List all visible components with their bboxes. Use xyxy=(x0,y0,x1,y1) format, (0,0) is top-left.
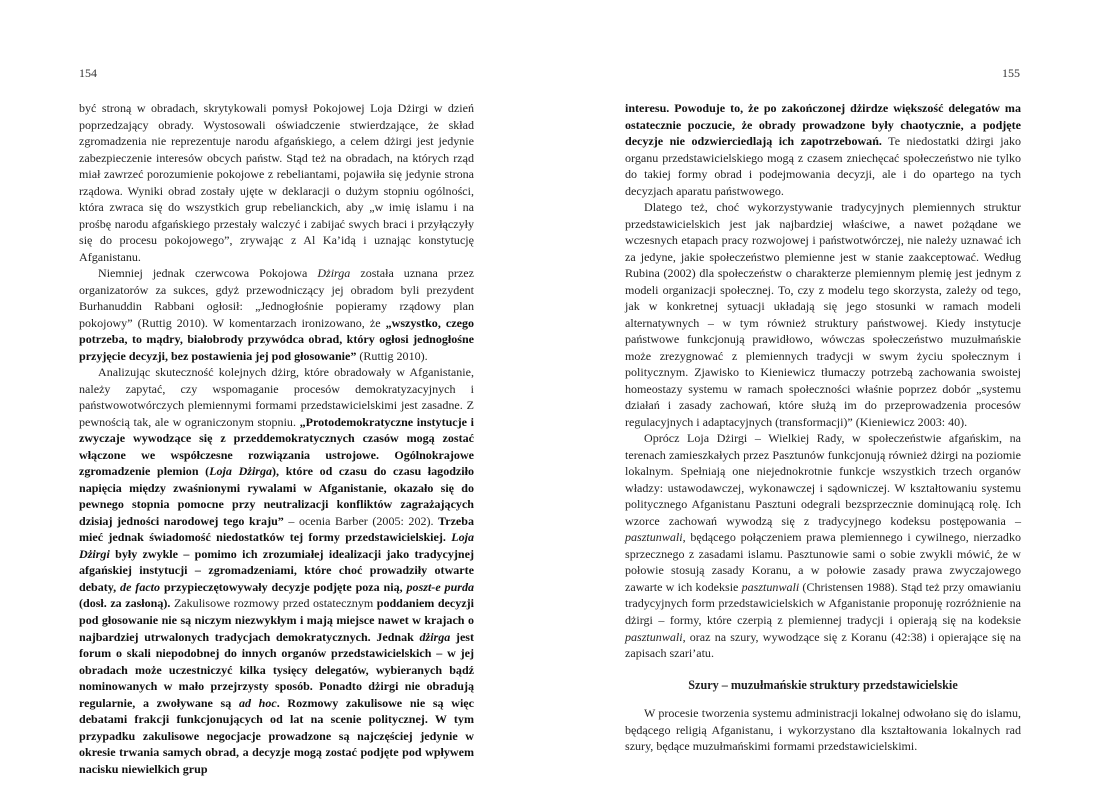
emphasized-run: . Rozmowy zakulisowe nie są więc debatami frakcji funkcjonujących od lat na scenie politycznej. W tym przypadku zakulisowe negocjacje prowadzone są najczęściej jedynie w okresie trwania samych obrad, a decyzje mogą zostać podjęte pod wpływem nacisku niewielkich grup xyxy=(79,695,474,776)
text-run: została uznana przez organizatorów za sukces, gdyż przewodniczący jej obradom byli prezydent Burhanuddin Rabbani ogłosił: „Jednogłośnie popieramy rządowy plan pokojowy” (Ruttig 2010). W komentarzach ironizowano, że xyxy=(79,266,474,330)
text-run: , oraz na szury, wywodzące się z Koranu (42:38) i opierające się na zapisach szari’atu. xyxy=(625,629,1021,661)
text-run: (Ruttig 2010). xyxy=(356,348,428,363)
page-number-left: 154 xyxy=(79,66,97,80)
text-run: – ocenia Barber (2005: 202). xyxy=(283,513,439,528)
left-page-column xyxy=(79,100,474,777)
emphasized-run: „Protodemokratyczne instytucje i zwyczaje wywodzące się z przeddemokratycznych czasów mogą zostać włączone we współczesne rozwiązania ustrojowe. Ogólnokrajowe zgromadzenie plemion ( xyxy=(79,414,474,479)
right-page-column xyxy=(625,100,1021,755)
emphasized-run: Trzeba mieć jednak świadomość niedostatków tej formy przedstawicielskiej. xyxy=(79,513,474,545)
text-run: W procesie tworzenia systemu administracji lokalnej odwołano się do islamu, będącego religią Afganistanu, i wykorzystano dla kształtowania lokalnych rad szury, będące muzułmańskimi formami przedstawicielskimi. xyxy=(625,706,1021,754)
emphasized-run: jest forum o skali niepodobnej do innych organów przedstawicielskich – w jej obradach może uczestniczyć kilka tysięcy delegatów, wybieranych bądź nominowanych w mało przejrzysty sposób. Ponadto dżirgi nie obradują regularnie, a zwoływane są xyxy=(79,629,474,710)
emphasized-italic-run: de facto xyxy=(120,579,161,594)
italic-run: pasztunwali xyxy=(625,629,683,644)
emphasized-run: przypieczętowywały decyzje podjęte poza nią, xyxy=(160,579,407,594)
right-paragraph-2 xyxy=(625,199,1021,430)
text-run: , będącego połączeniem prawa plemiennego i cywilnego, nierzadko sprzecznego z zasadami islamu. Pasztunowie sami o sobie zwykli mówić, że w połowie stosują zasady Koranu, a w połowie zasady prawa zwyczajowego zawarte w ich kodeksie xyxy=(625,530,1021,594)
text-run: (Christensen 1988). Stąd też przy omawianiu tradycyjnych form przedstawicielskich w Afganistanie proponuję rozróżnienie na dżirgi – formy, które czerpią z plemiennej tradycji i opierają się na kodeksie xyxy=(625,579,1021,627)
emphasized-quote: „wszystko, czego potrzeba, to mądry, białobrody przywódca obrad, który ogłosi jednogłośne przyjęcie decyzji, bez postawienia jej pod głosowanie” xyxy=(79,315,474,363)
left-paragraph-3 xyxy=(79,364,474,777)
italic-run: pasztunwali xyxy=(741,579,800,594)
emphasized-italic-run: poszt-e purda xyxy=(406,579,475,594)
emphasized-run: ), które od czasu do czasu łagodziło napięcia między zwaśnionymi rywalami w Afganistanie, okazało się do pewnego stopnia pomocne przy neutralizacji konfliktów zagrażających dzisiaj jedności narodowej tego kraju” xyxy=(79,464,474,528)
text-run: Zakulisowe rozmowy przed ostatecznym xyxy=(173,596,377,611)
emphasized-italic-run: ad hoc xyxy=(238,695,277,710)
right-paragraph-1 xyxy=(625,100,1021,199)
text-run: Oprócz Loja Dżirgi – Wielkiej Rady, w społeczeństwie afgańskim, na terenach zamieszkałych przez Pasztunów funkcjonują również dżirgi na poziomie lokalnym. Spełniają one niejednokrotnie funkcje wszystkich trzech organów władzy: ustawodawczej, wykonawczej i sądowniczej. W kształtowaniu systemu politycznego Afganistanu Pasztuni odegrali bezsprzecznie dominującą rolę. Ich wzorce zachowań wywodzą się z tradycyjnego kodeksu postępowania – xyxy=(625,431,1021,528)
emphasized-run: interesu. Powoduje to, że po zakończonej dżirdze większość delegatów ma ostatecznie poczucie, że obrady prowadzone były chaotycznie, a podjęte decyzje nie odzwierciedlają ich zapotrzebowań. xyxy=(625,101,1021,149)
emphasized-run: poddaniem decyzji pod głosowanie nie są niczym niezwykłym i mają miejsce nawet w krajach o najbardziej utrwalonych tradycjach demokratycznych. Jednak xyxy=(79,596,474,644)
emphasized-run: (dosł. za zasłoną). xyxy=(79,596,174,611)
emphasized-italic-run: Loja Dżirgi xyxy=(79,530,474,561)
text-run: Te niedostatki dżirgi jako organu przedstawicielskiego mogą z czasem zniechęcać społeczeństwo nie tylko do takiej formy obrad i podejmowania decyzji, ale i do opartego na tych decyzjach aparatu państwowego. xyxy=(625,134,1021,198)
right-paragraph-3 xyxy=(625,430,1021,661)
text-run: Dlatego też, choć wykorzystywanie tradycyjnych plemiennych struktur przedstawicielskich jest jak najbardziej właściwe, a nawet pożądane we wczesnych etapach pracy rozwojowej i państwotwórczej, nie należy uznawać ich za jedyne, jakie społeczeństwo plemienne jest w stanie zaakceptować. Według Rubina (2002) dla społeczeństw o charakterze plemiennym plemię jest jednym z modeli organizacji społecznej. To, czy z modelu tego skorzysta, zależy od tego, jak w konkretnej sytuacji układają się jego stosunki w ramach modeli alternatywnych – w tym również struktury państwowej. Kiedy instytucje państwowe funkcjonują prawidłowo, wówczas społeczeństwo muzułmańskie może zrezygnować z plemiennych tradycji w swym życiu społecznym i politycznym. Zjawisko to Kieniewicz tłumaczy potrzebą zachowania swoistej homeostazy systemu w ramach społeczności właśnie poprzez dobór „systemu działań i zasady zachowań, które służą im do przeprowadzenia procesów regulacyjnych i adaptacyjnych (transformacji)” (Kieniewicz 2003: 40). xyxy=(625,200,1021,429)
page-number-right: 155 xyxy=(1002,66,1020,80)
emphasized-run: były zwykle – pomimo ich zrozumiałej idealizacji jako tradycyjnej afgańskiej instytucji – zgromadzeniami, które choć prowadziły otwarte debaty, xyxy=(79,546,474,594)
italic-run: Dżirga xyxy=(317,266,351,281)
emphasized-italic-run: dżirga xyxy=(419,629,451,644)
text-run: być stroną w obradach, skrytykowali pomysł Pokojowej Loja Dżirgi w dzień poprzedzający obrady. Wystosowali oświadczenie stwierdzające, że skład zgromadzenia nie reprezentuje narodu afgańskiego, a celem dżirgi jest jedynie zabezpieczenie interesów obcych państw. Stąd też na obradach, na których rząd miał zawrzeć porozumienie pokojowe z rebeliantami, pojawiła się jedynie strona rządowa. Wyniki obrad zostały ujęte w deklaracji o dużym stopniu ogólności, która zwraca się do wszystkich grup rebelianckich, aby „w imię islamu i na prośbę narodu afgańskiego przestały walczyć i zabijać swych braci i przyłączyły się do procesu pokojowego”, zrywając z Al Ka’idą i uznając konstytucję Afganistanu. xyxy=(79,101,474,264)
right-paragraph-4 xyxy=(625,705,1021,755)
left-paragraph-2 xyxy=(79,265,474,364)
emphasized-italic-run: Loja Dżirga xyxy=(209,464,273,479)
italic-run: pasztunwali xyxy=(625,530,683,545)
text-run: Analizując skuteczność kolejnych dżirg, które obradowały w Afganistanie, należy zapytać, czy wspomaganie procesów demokratyzacyjnych i państwowotwórczych plemiennymi formami przedstawicielskimi jest zasadne. Z pewnością tak, ale w ograniczonym stopniu. xyxy=(79,365,474,429)
section-heading: Szury – muzułmańskie struktury przedstawicielskie xyxy=(688,677,958,692)
left-paragraph-1 xyxy=(79,100,474,265)
text-run: Niemniej jednak czerwcowa Pokojowa xyxy=(98,266,318,281)
